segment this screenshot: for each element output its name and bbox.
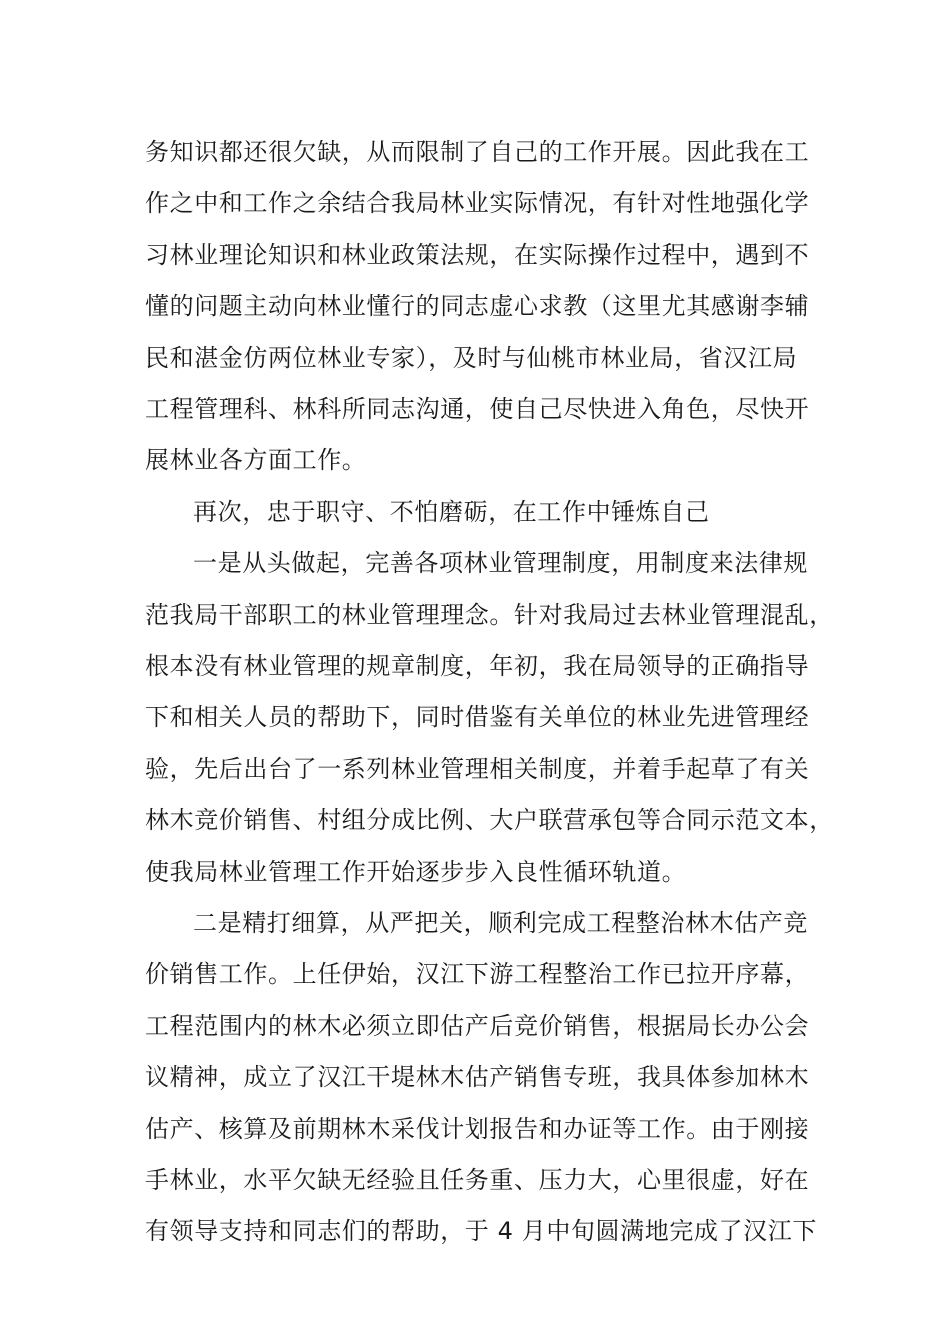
text-line: 下和相关人员的帮助下，同时借鉴有关单位的林业先进管理经 <box>145 703 810 731</box>
text-line: 范我局干部职工的林业管理理念。针对我局过去林业管理混乱， <box>145 601 834 629</box>
text-line: 一是从头做起，完善各项林业管理制度，用制度来法律规 <box>193 549 808 577</box>
text-line: 使我局林业管理工作开始逐步步入良性循环轨道。 <box>145 858 687 886</box>
text-line: 民和湛金仿两位林业专家），及时与仙桃市林业局，省汉江局 <box>145 344 798 372</box>
text-line: 作之中和工作之余结合我局林业实际情况，有针对性地强化学 <box>145 189 810 217</box>
text-line: 二是精打细算，从严把关，顺利完成工程整治林木估产竞 <box>193 909 808 937</box>
text-line: 务知识都还很欠缺，从而限制了自己的工作开展。因此我在工 <box>145 138 810 166</box>
text-line: 手林业，水平欠缺无经验且任务重、压力大，心里很虚，好在 <box>145 1166 810 1194</box>
text-line: 林木竞价销售、村组分成比例、大户联营承包等合同示范文本， <box>145 806 834 834</box>
text-line: 工程管理科、林科所同志沟通，使自己尽快进入角色，尽快开 <box>145 395 810 423</box>
text-line: 议精神，成立了汉江干堤林木估产销售专班，我具体参加林木 <box>145 1063 810 1091</box>
text-line: 验，先后出台了一系列林业管理相关制度，并着手起草了有关 <box>145 755 810 783</box>
text-line: 有领导支持和同志们的帮助，于 4 月中旬圆满地完成了汉江下 <box>145 1217 817 1245</box>
text-line: 估产、核算及前期林木采伐计划报告和办证等工作。由于刚接 <box>145 1115 810 1143</box>
text-line: 懂的问题主动向林业懂行的同志虚心求教（这里尤其感谢李辅 <box>145 292 810 320</box>
section-heading: 再次，忠于职守、不怕磨砺，在工作中锤炼自己 <box>193 498 710 526</box>
text-line: 习林业理论知识和林业政策法规，在实际操作过程中，遇到不 <box>145 241 810 269</box>
text-line: 工程范围内的林木必须立即估产后竞价销售，根据局长办公会 <box>145 1012 810 1040</box>
text-line: 根本没有林业管理的规章制度，年初，我在局领导的正确指导 <box>145 652 810 680</box>
text-line: 价销售工作。上任伊始，汉江下游工程整治工作已拉开序幕， <box>145 960 810 988</box>
text-line: 展林业各方面工作。 <box>145 446 367 474</box>
